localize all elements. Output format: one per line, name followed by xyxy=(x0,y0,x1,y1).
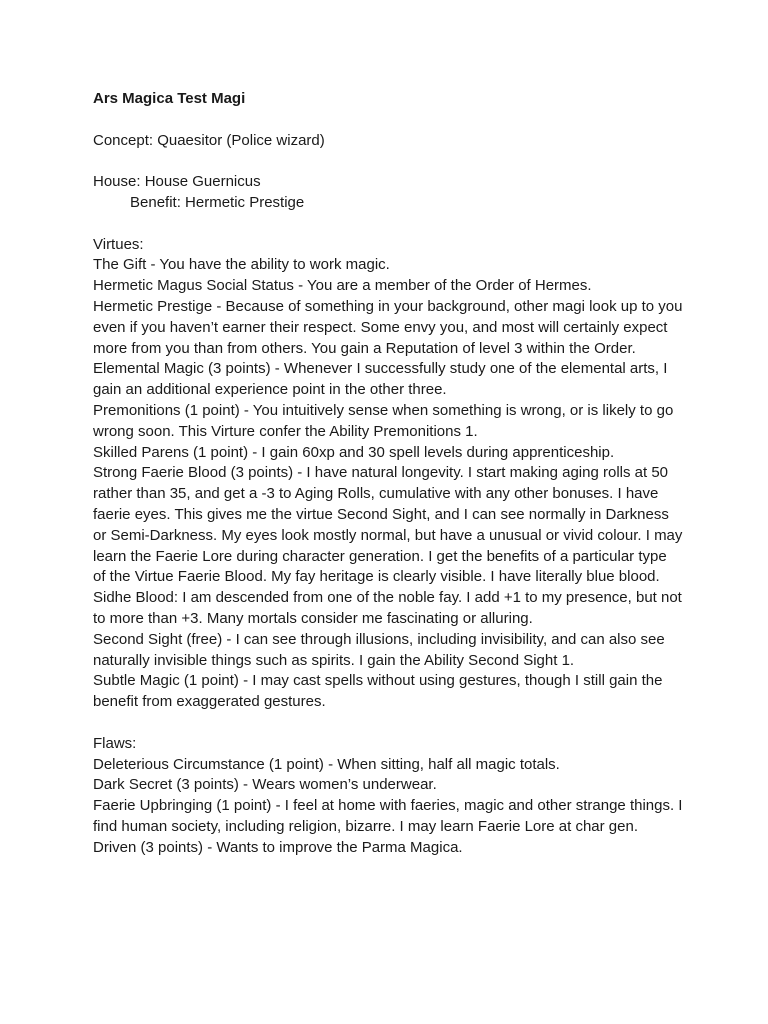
flaws-list xyxy=(93,755,683,859)
flaw-item: Driven (3 points) - Wants to improve the Parma Magica. xyxy=(93,838,463,856)
spacer xyxy=(93,713,683,734)
document-title: Ars Magica Test Magi xyxy=(93,90,246,107)
virtue-item: Premonitions (1 point) - You intuitively sense when something is wrong, or is likely to go wrong soon. This Virture confer the Ability Premonitions 1. xyxy=(93,401,674,440)
virtue-item: Subtle Magic (1 point) - I may cast spells without using gestures, though I still gain the benefit from exaggerated gestures. xyxy=(93,672,663,711)
virtue-item: Elemental Magic (3 points) - Whenever I successfully study one of the elemental arts, I gain an additional experience point in the other three. xyxy=(93,360,668,399)
flaw-item: Faerie Upbringing (1 point) - I feel at home with faeries, magic and other strange things. I find human society, including religion, bizarre. I may learn Faerie Lore at char gen. xyxy=(93,797,683,835)
virtue-item: Strong Faerie Blood (3 points) - I have natural longevity. I start making aging rolls at 50 rather than 35, and get a -3 to Aging Rolls, cumulative with any other bonuses. I have faerie eyes. This gives me the virtue Second Sight, and I can see normally in Darkness or Semi-Darkness. My eyes look mostly normal, but have a unusual or vivid colour. I may learn the Faerie Lore during character generation. I get the benefits of a particular type of the Virtue Faerie Blood. My fay heritage is clearly visible. I have literally blue blood. Sidhe Blood: I am descended from one of the noble fay. I add +1 to my presence, but not to more than +3. Many mortals consider me fascinating or alluring. xyxy=(93,464,683,627)
virtues-heading: Virtues: xyxy=(93,235,144,253)
flaws-heading: Flaws: xyxy=(93,734,137,752)
house-line: House: House Guernicus xyxy=(93,173,261,191)
virtue-item: The Gift - You have the ability to work magic. xyxy=(93,256,390,274)
document-body xyxy=(93,89,683,858)
virtue-item: Skilled Parens (1 point) - I gain 60xp and 30 spell levels during apprenticeship. xyxy=(93,443,615,461)
flaw-item: Deleterious Circumstance (1 point) - When sitting, half all magic totals. xyxy=(93,755,560,773)
concept-line: Concept: Quaesitor (Police wizard) xyxy=(93,131,325,149)
spacer xyxy=(93,110,683,131)
virtue-item: Second Sight (free) - I can see through illusions, including invisibility, and can also see naturally invisible things such as spirits. I gain the Ability Second Sight 1. xyxy=(93,630,665,669)
flaw-item: Dark Secret (3 points) - Wears women’s underwear. xyxy=(93,776,437,794)
virtue-item: Hermetic Magus Social Status - You are a member of the Order of Hermes. xyxy=(93,277,592,295)
spacer xyxy=(93,151,683,172)
spacer xyxy=(93,214,683,235)
house-benefit-line: Benefit: Hermetic Prestige xyxy=(130,193,305,211)
virtue-item: Hermetic Prestige - Because of something in your background, other magi look up to you even if you haven’t earner their respect. Some envy you, and most will certainly expect more from you than from others. You gain a Reputation of level 3 within the Order. xyxy=(93,297,683,357)
virtues-list xyxy=(93,255,683,713)
